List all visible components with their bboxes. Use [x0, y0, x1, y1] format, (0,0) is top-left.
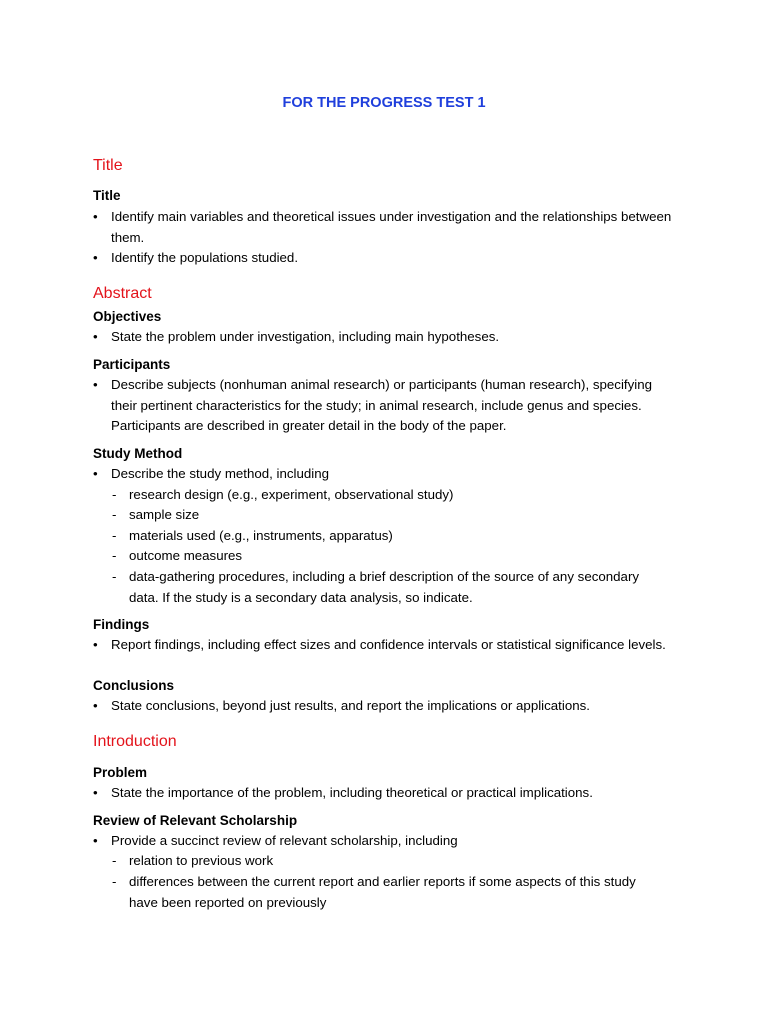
sub-list-item — [112, 485, 649, 506]
sub-list-item — [112, 546, 649, 567]
list-item — [93, 783, 676, 804]
subheading-problem: Problem — [93, 765, 148, 780]
bullet-icon: • — [93, 250, 98, 265]
dash-icon: - — [112, 487, 117, 502]
bullet-icon: • — [93, 377, 98, 392]
list-item — [93, 831, 676, 852]
list-item-text: Identify the populations studied. — [111, 250, 299, 265]
dash-icon: - — [112, 569, 117, 584]
subheading-findings: Findings — [93, 617, 150, 632]
bullet-icon: • — [93, 698, 98, 713]
subheading-objectives: Objectives — [93, 309, 162, 324]
list-item-text: State the problem under investigation, including main hypotheses. — [111, 329, 500, 344]
sub-list-item-text: research design (e.g., experiment, observational study) — [129, 487, 454, 502]
section-heading-title: Title — [93, 157, 123, 174]
document-title: FOR THE PROGRESS TEST 1 — [282, 95, 486, 111]
dash-icon: - — [112, 853, 117, 868]
sub-list-item-text: data-gathering procedures, including a brief description of the source of any secondary data. If the study is a secondary data analysis, so indicate. — [129, 569, 640, 605]
sub-list-item-text: outcome measures — [129, 548, 243, 563]
dash-icon: - — [112, 874, 117, 889]
list-item — [93, 696, 676, 717]
bullet-icon: • — [93, 637, 98, 652]
bullet-icon: • — [93, 833, 98, 848]
sub-list-item — [112, 567, 649, 608]
dash-icon: - — [112, 528, 117, 543]
subheading-review: Review of Relevant Scholarship — [93, 813, 298, 828]
list-item-text: State the importance of the problem, including theoretical or practical implications. — [111, 785, 593, 800]
sub-list-item — [112, 505, 649, 526]
list-item-text: Identify main variables and theoretical issues under investigation and the relationships between them. — [111, 209, 672, 245]
list-item — [93, 207, 676, 248]
list-item — [93, 635, 676, 656]
dash-icon: - — [112, 548, 117, 563]
subheading-conclusions: Conclusions — [93, 678, 175, 693]
list-item-text: Report findings, including effect sizes and confidence intervals or statistical significance levels. — [111, 637, 666, 652]
list-item-text: Describe the study method, including — [111, 466, 330, 481]
list-item-text: State conclusions, beyond just results, and report the implications or applications. — [111, 698, 590, 713]
list-item — [93, 327, 676, 348]
subheading-title: Title — [93, 188, 121, 203]
list-item-text: Describe subjects (nonhuman animal research) or participants (human research), specifying their pertinent characteristics for the study; in animal research, include genus and species. Participants are described in greater detail in the body of the paper. — [111, 377, 652, 433]
sub-list-item-text: sample size — [129, 507, 200, 522]
bullet-icon: • — [93, 466, 98, 481]
sub-list-item-text: differences between the current report and earlier reports if some aspects of this study have been reported on previously — [129, 874, 636, 910]
list-item-text: Provide a succinct review of relevant scholarship, including — [111, 833, 458, 848]
subheading-participants: Participants — [93, 357, 171, 372]
list-item — [93, 248, 676, 269]
sub-list-item-text: relation to previous work — [129, 853, 274, 868]
list-item — [93, 464, 676, 485]
sub-list-item — [112, 526, 649, 547]
section-heading-abstract: Abstract — [93, 285, 152, 302]
sub-list-item-text: materials used (e.g., instruments, apparatus) — [129, 528, 393, 543]
list-item — [93, 375, 676, 437]
bullet-icon: • — [93, 785, 98, 800]
sub-list-item — [112, 872, 649, 913]
bullet-icon: • — [93, 329, 98, 344]
dash-icon: - — [112, 507, 117, 522]
sub-list-item — [112, 851, 649, 872]
subheading-study-method: Study Method — [93, 446, 183, 461]
bullet-icon: • — [93, 209, 98, 224]
section-heading-introduction: Introduction — [93, 733, 177, 750]
